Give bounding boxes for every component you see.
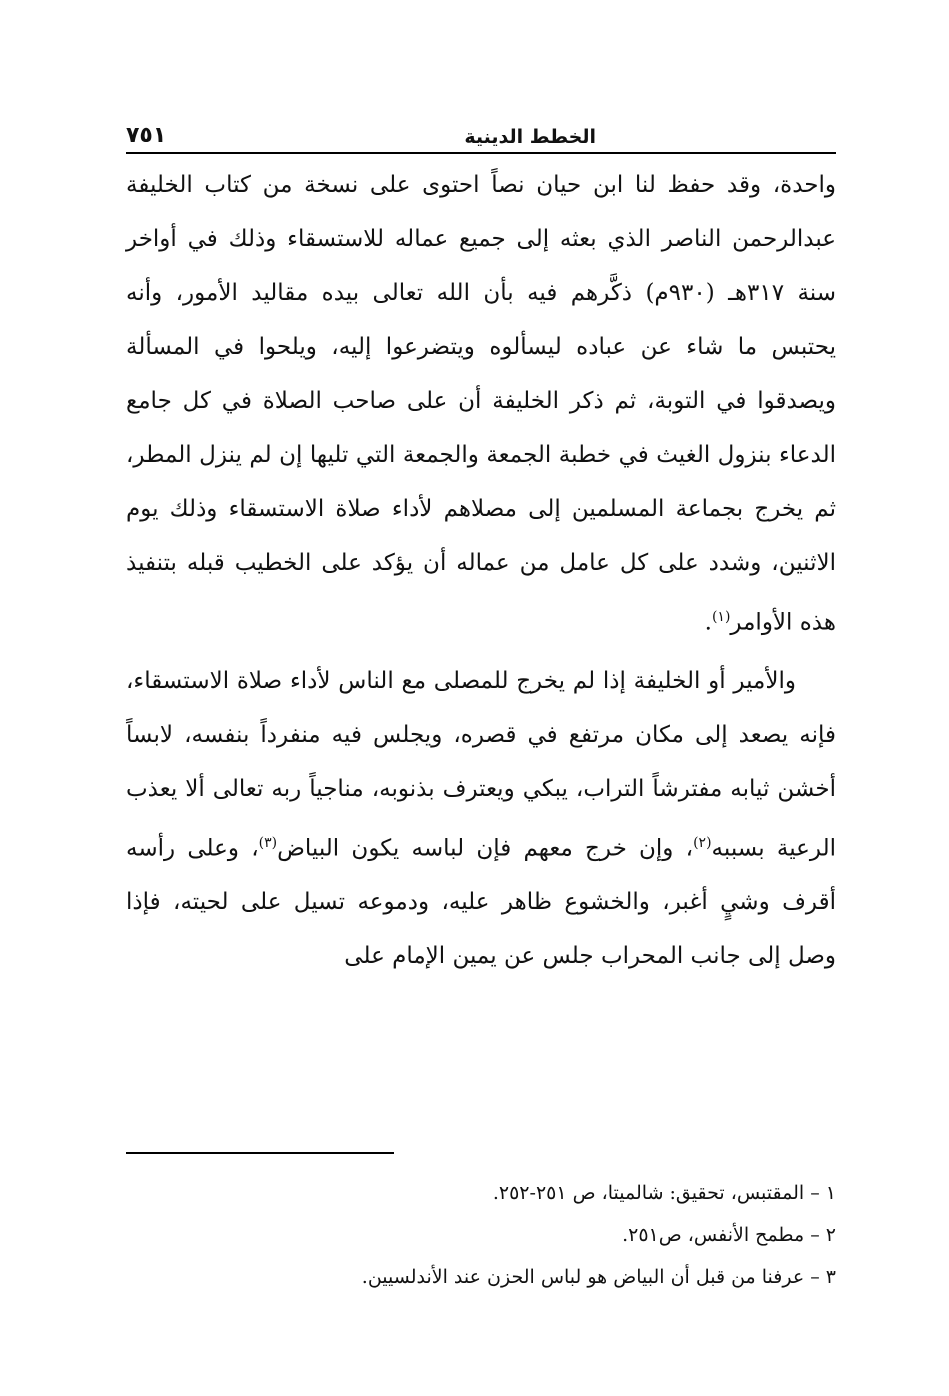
paragraph-1	[126, 154, 836, 650]
footnotes	[236, 1172, 836, 1298]
footnote-2: ٢ – مطمح الأنفس، ص٢٥١.	[622, 1224, 836, 1246]
body-text	[126, 154, 836, 983]
running-title: الخطط الدينية	[464, 126, 596, 148]
footnote-ref-1: (١)	[711, 609, 731, 625]
page-number: ٧٥١	[126, 123, 167, 148]
paragraph-1-end: .	[704, 609, 712, 636]
paragraph-2-text-a: والأمير أو الخليفة إذا لم يخرج للمصلى مع الناس لأداء صلاة الاستسقاء، فإنه يصعد إلى مكان مرتفع في قصره، ويجلس فيه منفرداً بنفسه، لابساً أخشن ثيابه مفترشاً التراب، يبكي ويعترف بذنوبه، مناجياً ربه تعالى ألا يعذب الرعية بسببه	[126, 667, 836, 862]
page	[126, 108, 836, 983]
footnote-ref-2: (٢)	[693, 834, 712, 851]
footnote-divider	[126, 1152, 394, 1154]
paragraph-2	[126, 650, 836, 984]
footnote-3: ٣ – عرفنا من قبل أن البياض هو لباس الحزن عند الأندلسيين.	[361, 1266, 836, 1288]
footnote-1: ١ – المقتبس، تحقيق: شالميتا، ص ٢٥١-٢٥٢.	[492, 1182, 836, 1204]
page-header	[126, 108, 836, 154]
paragraph-2-text-c: ، وعلى رأسه أقرف وشيٍ أغبر، والخشوع ظاهر عليه، ودموعه تسيل على لحيته، فإذا وصل إلى جانب المحراب جلس عن يمين الإمام على	[126, 835, 836, 970]
footnote-ref-3: (٣)	[258, 834, 278, 851]
paragraph-2-text-b: ، وإن خرج معهم فإن لباسه يكون البياض	[277, 835, 694, 862]
paragraph-1-text: واحدة، وقد حفظ لنا ابن حيان نصاً احتوى على نسخة من كتاب الخليفة عبدالرحمن الناصر الذي بعثه إلى جميع عماله للاستسقاء وذلك في أواخر سنة ٣١٧هـ (٩٣٠م) ذكَّرهم فيه بأن الله تعالى بيده مقاليد الأمور، وأنه يحتبس ما شاء عن عباده ليسألوه ويتضرعوا إليه، ويلحوا في المسألة ويصدقوا في التوبة، ثم ذكر الخليفة أن على صاحب الصلاة في كل جامع الدعاء بنزول الغيث في خطبة الجمعة والجمعة التي تليها إن لم ينزل المطر، ثم يخرج بجماعة المسلمين إلى مصلاهم لأداء صلاة الاستسقاء وذلك يوم الاثنين، وشدد على كل عامل من عماله أن يؤكد على الخطيب قبله بتنفيذ هذه الأوامر	[126, 172, 836, 636]
